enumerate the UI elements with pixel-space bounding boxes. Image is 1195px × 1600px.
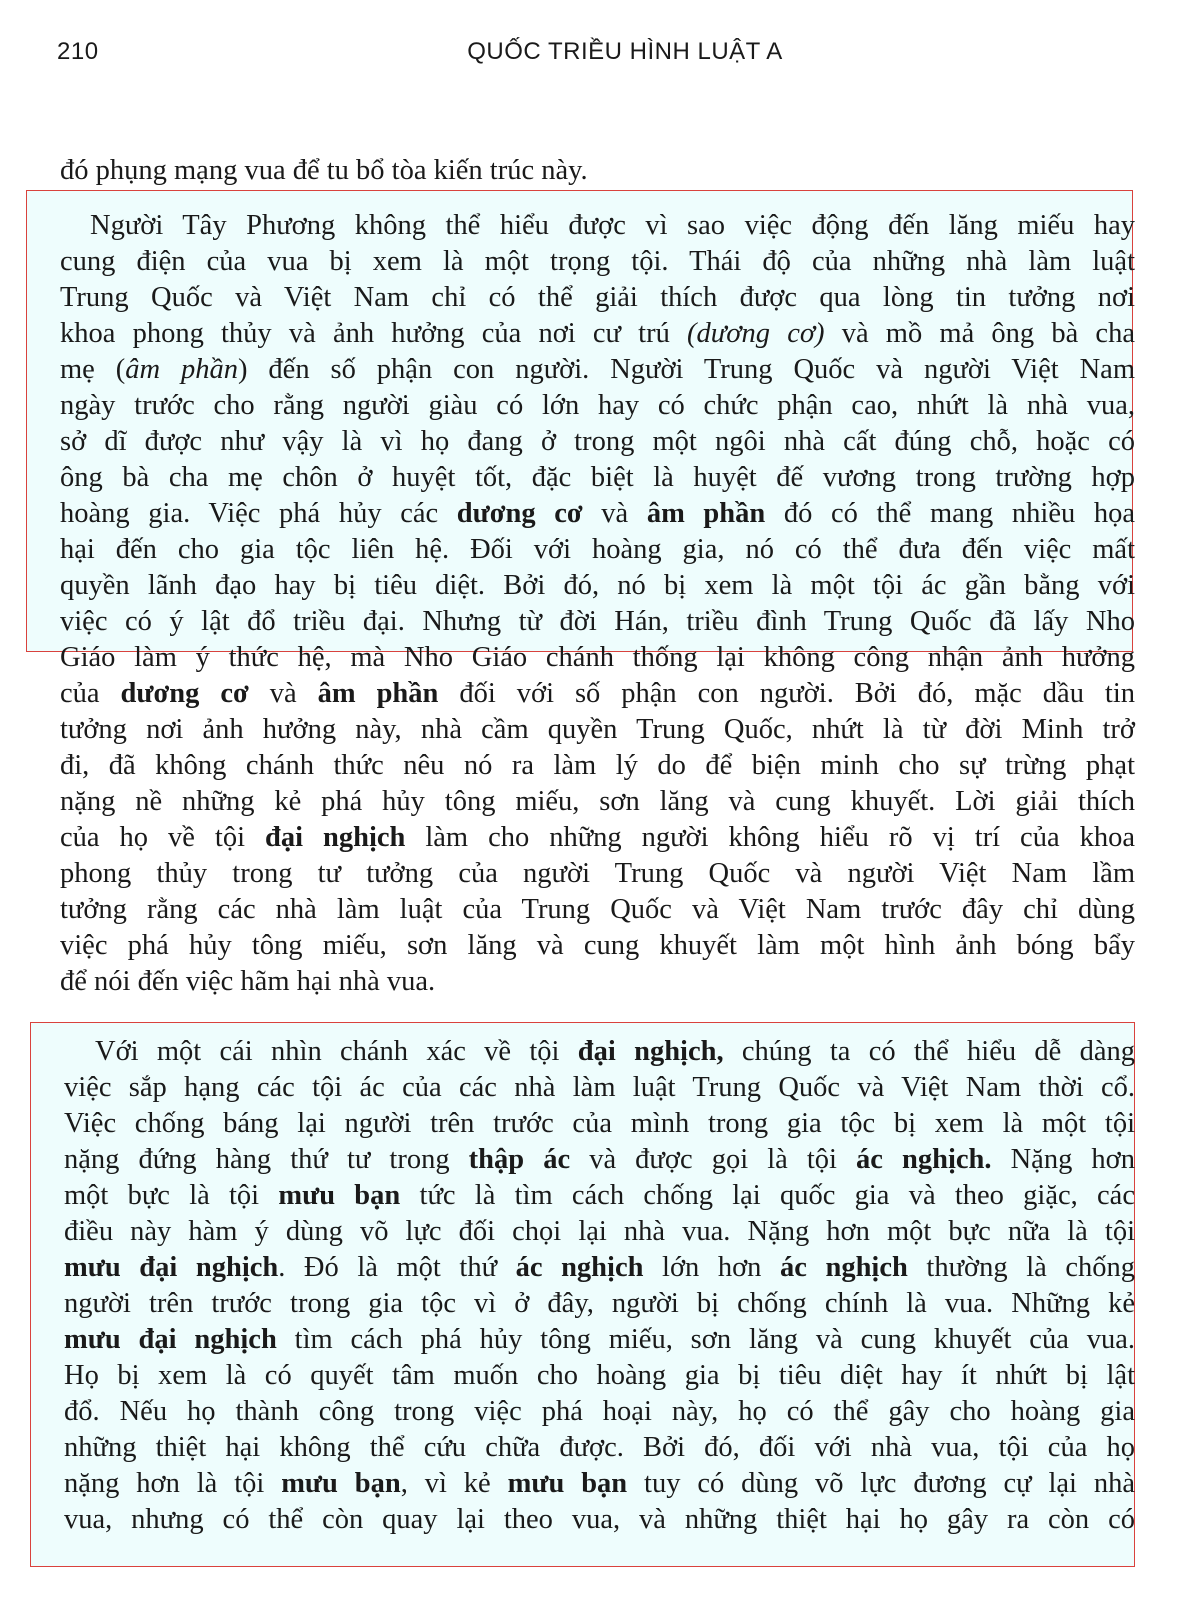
text-line: nặng đứng hàng thứ tư trong thập ác và được gọi là tội ác nghịch. Nặng hơn xyxy=(64,1144,1135,1175)
text-line: mưu đại nghịch. Đó là một thứ ác nghịch lớn hơn ác nghịch thường là chống xyxy=(64,1252,1135,1283)
text-line: người trên trước trong gia tộc vì ở đây, người bị chống chính là vua. Những kẻ xyxy=(64,1288,1135,1319)
text-line: phong thủy trong tư tưởng của người Trung Quốc và người Việt Nam lầm xyxy=(60,858,1135,889)
text-line: đổ. Nếu họ thành công trong việc phá hoại này, họ có thể gây cho hoàng gia xyxy=(64,1396,1135,1427)
text-line: việc có ý lật đổ triều đại. Nhưng từ đời Hán, triều đình Trung Quốc đã lấy Nho xyxy=(60,606,1135,637)
text-line: việc phá hủy tông miếu, sơn lăng và cung khuyết làm một hình ảnh bóng bẩy xyxy=(60,930,1135,961)
text-line: ông bà cha mẹ chôn ở huyệt tốt, đặc biệt là huyệt đế vương trong trường hợp xyxy=(60,462,1135,493)
text-line: những thiệt hại không thể cứu chữa được. Bởi đó, đối với nhà vua, tội của họ xyxy=(64,1432,1135,1463)
text-line: vua, nhưng có thể còn quay lại theo vua, và những thiệt hại họ gây ra còn có xyxy=(64,1504,1135,1535)
text-line: nặng hơn là tội mưu bạn, vì kẻ mưu bạn tuy có dùng võ lực đương cự lại nhà xyxy=(64,1468,1135,1499)
text-line: Giáo làm ý thức hệ, mà Nho Giáo chánh thống lại không công nhận ảnh hưởng xyxy=(60,642,1135,673)
text-line: quyền lãnh đạo hay bị tiêu diệt. Bởi đó, nó bị xem là một tội ác gần bằng với xyxy=(60,570,1135,601)
text-line: tưởng nơi ảnh hưởng này, nhà cầm quyền Trung Quốc, nhứt là từ đời Minh trở xyxy=(60,714,1135,745)
text-line: đi, đã không chánh thức nêu nó ra làm lý do để biện minh cho sự trừng phạt xyxy=(60,750,1135,781)
continuation-line: đó phụng mạng vua để tu bổ tòa kiến trúc này. xyxy=(60,155,588,186)
text-line: Trung Quốc và Việt Nam chỉ có thể giải thích được qua lòng tin tưởng nơi xyxy=(60,282,1135,313)
text-line: Người Tây Phương không thể hiểu được vì sao việc động đến lăng miếu hay xyxy=(90,210,1135,241)
text-line: điều này hàm ý dùng võ lực đối chọi lại nhà vua. Nặng hơn một bực nữa là tội xyxy=(64,1216,1135,1247)
text-line: cung điện của vua bị xem là một trọng tội. Thái độ của những nhà làm luật xyxy=(60,246,1135,277)
text-line: của dương cơ và âm phần đối với số phận con người. Bởi đó, mặc dầu tin xyxy=(60,678,1136,709)
page-number: 210 xyxy=(57,38,99,65)
text-line: hoàng gia. Việc phá hủy các dương cơ và âm phần đó có thể mang nhiều họa xyxy=(60,498,1135,529)
text-line: Với một cái nhìn chánh xác về tội đại nghịch, chúng ta có thể hiểu dễ dàng xyxy=(95,1036,1135,1067)
text-line: hại đến cho gia tộc liên hệ. Đối với hoàng gia, nó có thể đưa đến việc mất xyxy=(60,534,1135,565)
text-line: mưu đại nghịch tìm cách phá hủy tông miếu, sơn lăng và cung khuyết của vua. xyxy=(64,1324,1135,1355)
running-head: QUỐC TRIỀU HÌNH LUẬT A xyxy=(467,38,783,65)
text-line: mẹ (âm phần) đến số phận con người. Người Trung Quốc và người Việt Nam xyxy=(60,354,1135,385)
text-line: nặng nề những kẻ phá hủy tông miếu, sơn lăng và cung khuyết. Lời giải thích xyxy=(60,786,1135,817)
text-line: một bực là tội mưu bạn tức là tìm cách chống lại quốc gia và theo giặc, các xyxy=(64,1180,1135,1211)
text-line: tưởng rằng các nhà làm luật của Trung Quốc và Việt Nam trước đây chỉ dùng xyxy=(60,894,1135,925)
text-line: Họ bị xem là có quyết tâm muốn cho hoàng gia bị tiêu diệt hay ít nhứt bị lật xyxy=(64,1360,1135,1391)
text-line: ngày trước cho rằng người giàu có lớn hay có chức phận cao, nhứt là nhà vua, xyxy=(60,390,1135,421)
text-line: khoa phong thủy và ảnh hưởng của nơi cư trú (dương cơ) và mồ mả ông bà cha xyxy=(60,318,1135,349)
text-line: sở dĩ được như vậy là vì họ đang ở trong một ngôi nhà cất đúng chỗ, hoặc có xyxy=(60,426,1135,457)
text-line: của họ về tội đại nghịch làm cho những người không hiểu rõ vị trí của khoa xyxy=(60,822,1135,853)
text-line: việc sắp hạng các tội ác của các nhà làm luật Trung Quốc và Việt Nam thời cổ. xyxy=(64,1072,1135,1103)
text-line: Việc chống báng lại người trên trước của mình trong gia tộc bị xem là một tội xyxy=(64,1108,1135,1139)
text-line: để nói đến việc hãm hại nhà vua. xyxy=(60,966,436,997)
